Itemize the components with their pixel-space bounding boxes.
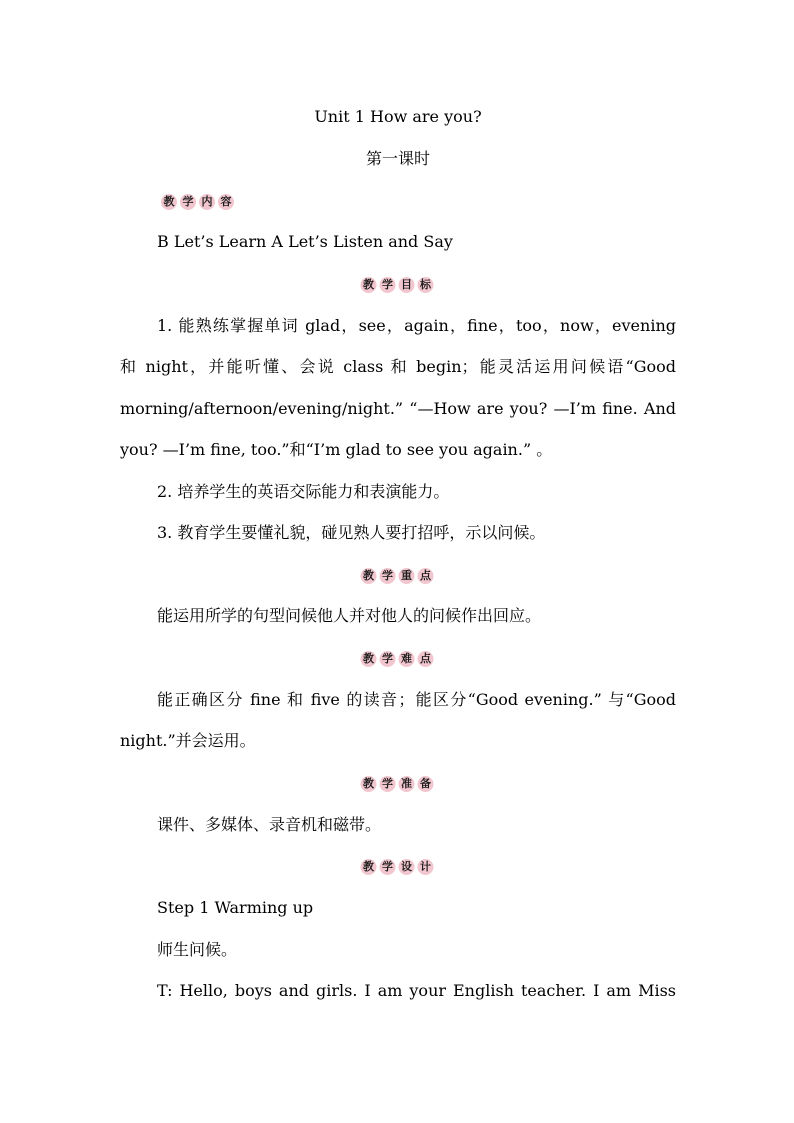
goal-1-line-4: you? —I’m fine, too.”和“I’m glad to see you again.” 。	[120, 440, 553, 459]
step-1-description: 师生问候。	[157, 940, 238, 959]
difficulty-line-1: 能正确区分 fine 和 five 的读音；能区分“Good evening.” 与“Good	[157, 690, 676, 709]
goal-2: 2. 培养学生的英语交际能力和表演能力。	[157, 482, 450, 501]
content-text: B Let’s Learn A Let’s Listen and Say	[157, 232, 453, 251]
section-badge-content: 教 学 内 容	[157, 193, 238, 211]
goal-1-line-1: 1. 能熟练掌握单词 glad，see，again，fine，too，now，evening	[157, 316, 676, 335]
dialogue-line: T: Hello, boys and girls. I am your English teacher. I am Miss	[157, 981, 676, 1000]
step-1-heading: Step 1 Warming up	[157, 898, 314, 917]
goal-1-line-2: 和 night，并能听懂、会说 class 和 begin；能灵活运用问候语“Good	[120, 357, 676, 376]
lesson-period: 第一课时	[365, 149, 430, 168]
section-badge-preparation: 教 学 准 备	[357, 775, 438, 793]
key-points-text: 能运用所学的句型问候他人并对他人的问候作出回应。	[157, 606, 542, 625]
document-title: Unit 1 How are you?	[314, 107, 482, 126]
goal-1-line-3: morning/afternoon/evening/night.” “—How are you? —I’m fine. And	[120, 399, 676, 418]
section-badge-difficulties: 教 学 难 点	[357, 650, 438, 668]
section-badge-design: 教 学 设 计	[357, 858, 438, 876]
difficulty-line-2: night.”并会运用。	[120, 731, 256, 750]
preparation-text: 课件、多媒体、录音机和磁带。	[157, 815, 382, 834]
goal-3: 3. 教育学生要懂礼貌，碰见熟人要打招呼，示以问候。	[157, 523, 546, 542]
section-badge-goals: 教 学 目 标	[357, 276, 438, 294]
section-badge-key-points: 教 学 重 点	[357, 567, 438, 585]
